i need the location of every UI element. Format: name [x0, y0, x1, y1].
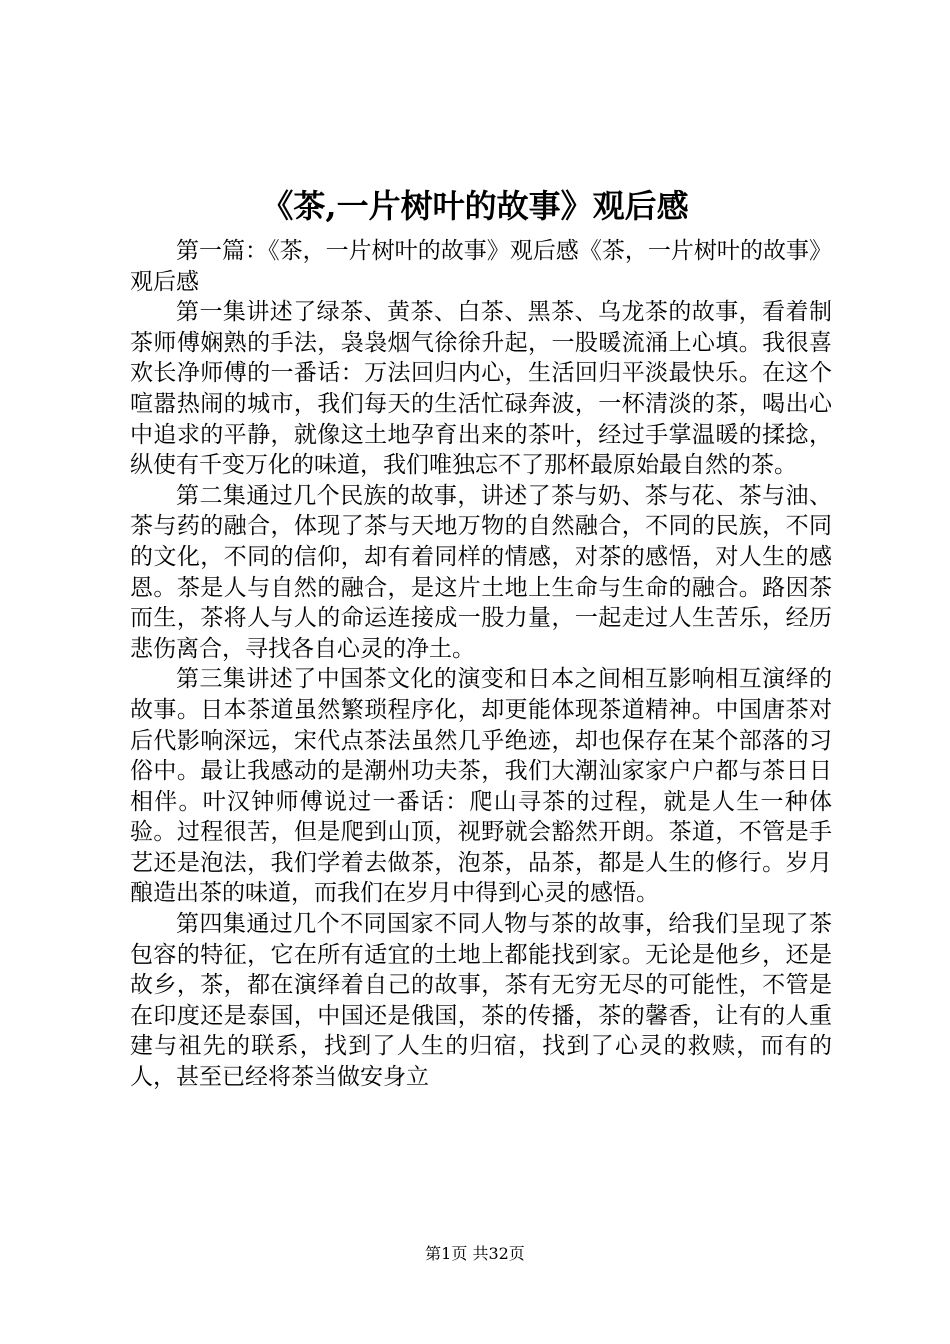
- paragraph-episode-1: 第一集讲述了绿茶、黄茶、白茶、黑茶、乌龙茶的故事，看着制茶师傅娴熟的手法，袅袅烟气徐徐升起，一股暖流涌上心填。我很喜欢长净师傅的一番话：万法回归内心，生活回归平淡最快乐。在这个喧嚣热闹的城市，我们每天的生活忙碌奔波，一杯清淡的茶，喝出心中追求的平静，就像这土地孕育出来的茶叶，经过手掌温暖的揉捻，纵使有千变万化的味道，我们唯独忘不了那杯最原始最自然的茶。: [130, 299, 832, 479]
- paragraph-episode-3: 第三集讲述了中国茶文化的演变和日本之间相互影响相互演绎的故事。日本茶道虽然繁琐程序化，却更能体现茶道精神。中国唐茶对后代影响深远，宋代点茶法虽然几乎绝迹，却也保存在某个部落的习俗中。最让我感动的是潮州功夫茶，我们大潮汕家家户户都与茶日日相伴。叶汉钟师傅说过一番话：爬山寻茶的过程，就是人生一种体验。过程很苦，但是爬到山顶，视野就会豁然开朗。茶道，不管是手艺还是泡法，我们学着去做茶，泡茶，品茶，都是人生的修行。岁月酿造出茶的味道，而我们在岁月中得到心灵的感悟。: [130, 666, 832, 907]
- document-body: [130, 236, 832, 1093]
- document-title: 《茶,一片树叶的故事》观后感: [261, 187, 689, 225]
- paragraph-episode-2: 第二集通过几个民族的故事，讲述了茶与奶、茶与花、茶与油、茶与药的融合，体现了茶与天地万物的自然融合，不同的民族，不同的文化，不同的信仰，却有着同样的情感，对茶的感悟，对人生的感恩。茶是人与自然的融合，是这片土地上生命与生命的融合。路因茶而生，茶将人与人的命运连接成一股力量，一起走过人生苦乐，经历悲伤离合，寻找各自心灵的净土。: [130, 482, 832, 662]
- page-number-footer: 第1页 共32页: [425, 1244, 525, 1263]
- paragraph-episode-4: 第四集通过几个不同国家不同人物与茶的故事，给我们呈现了茶包容的特征，它在所有适宜的土地上都能找到家。无论是他乡，还是故乡，茶，都在演绎着自己的故事，茶有无穷无尽的可能性，不管是在印度还是泰国，中国还是俄国，茶的传播，茶的馨香，让有的人重建与祖先的联系，找到了人生的归宿，找到了心灵的救赎，而有的人，甚至已经将茶当做安身立: [130, 911, 832, 1091]
- paragraph-intro: 第一篇：《茶，一片树叶的故事》观后感《茶，一片树叶的故事》观后感: [130, 238, 832, 295]
